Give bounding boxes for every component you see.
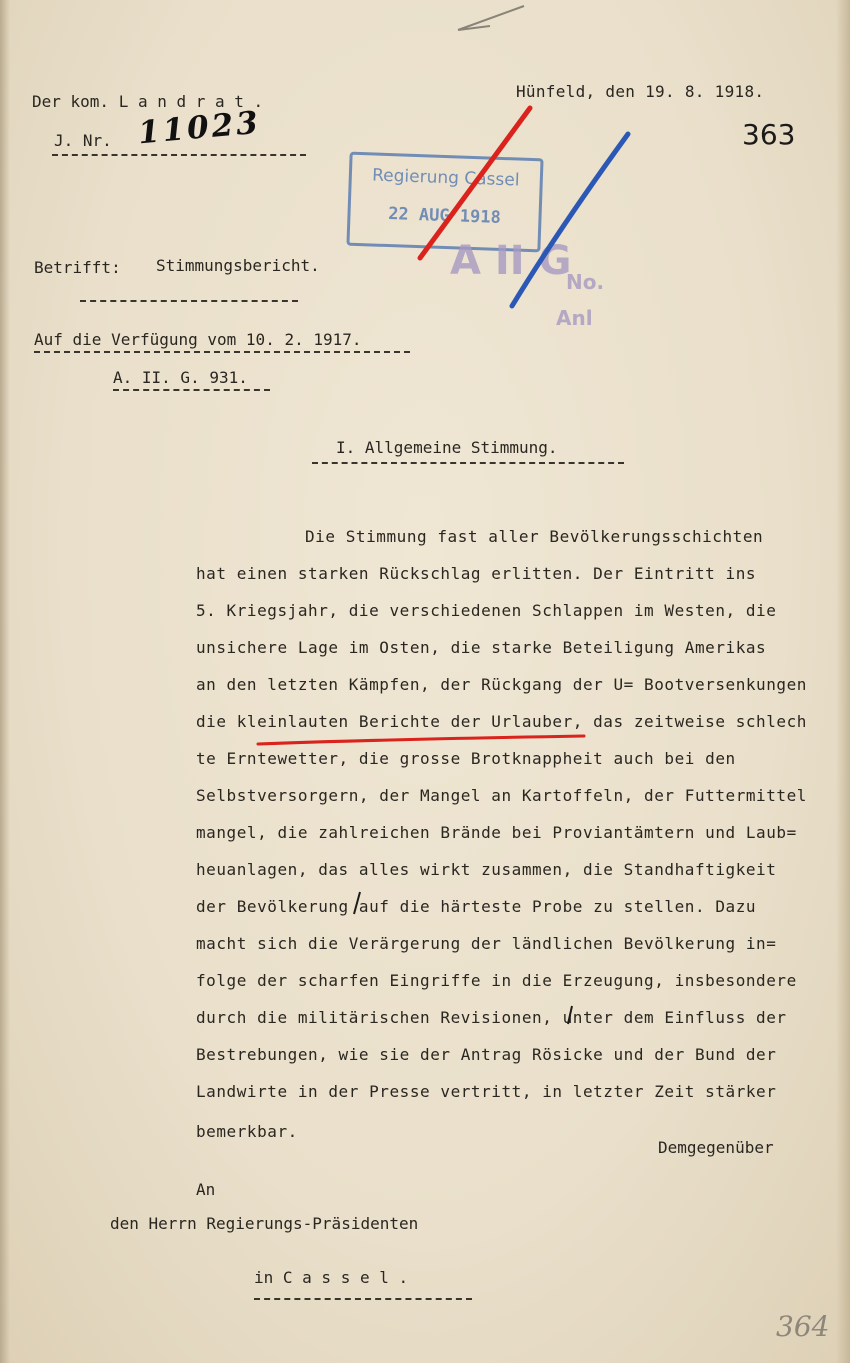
blue-pencil-stroke: [512, 134, 628, 306]
body-line: der Bevölkerung auf die härteste Probe zu stellen. Dazu: [196, 897, 757, 916]
reference-line-2: A. II. G. 931.: [113, 368, 248, 387]
body-line: te Erntewetter, die grosse Brotknappheit auch bei den: [196, 749, 736, 768]
body-line: folge der scharfen Eingriffe in die Erzeugung, insbesondere: [196, 971, 797, 990]
body-line: an den letzten Kämpfen, der Rückgang der U= Bootversenkungen: [196, 675, 807, 694]
reference-line-1: Auf die Verfügung vom 10. 2. 1917.: [34, 330, 362, 349]
body-line: durch die militärischen Revisionen, unter dem Einfluss der: [196, 1008, 787, 1027]
sender-line: Der kom. L a n d r a t .: [32, 92, 264, 111]
body-line: hat einen starken Rückschlag erlitten. Der Eintritt ins: [196, 564, 757, 583]
red-underline: [258, 736, 584, 744]
body-line: Bestrebungen, wie sie der Antrag Rösicke und der Bund der: [196, 1045, 777, 1064]
stamp-authority: Regierung Cassel: [371, 165, 520, 191]
body-line: heuanlagen, das alles wirkt zusammen, die Standhaftigkeit: [196, 860, 777, 879]
section-title: I. Allgemeine Stimmung.: [336, 438, 558, 457]
body-line: mangel, die zahlreichen Brände bei Proviantämtern und Laub=: [196, 823, 797, 842]
page-number: 363: [742, 118, 796, 151]
stamp-no-label: No.: [566, 270, 605, 294]
body-line: Landwirte in der Presse vertritt, in letzter Zeit stärker: [196, 1082, 777, 1101]
address-to: An: [196, 1180, 216, 1199]
body-line: die kleinlauten Berichte der Urlauber, das zeitweise schlech: [196, 712, 807, 731]
body-line: Selbstversorgern, der Mangel an Kartoffeln, der Futtermittel: [196, 786, 807, 805]
dept-stamp: A II G: [450, 238, 572, 284]
body-line: 5. Kriegsjahr, die verschiedenen Schlappen im Westen, die: [196, 601, 777, 620]
ink-correction: [568, 1006, 572, 1024]
jnr-number: 11023: [136, 104, 263, 152]
body-line: Die Stimmung fast aller Bevölkerungsschichten: [305, 527, 764, 546]
address-city: in C a s s e l .: [254, 1268, 409, 1287]
body-line: macht sich die Verärgerung der ländlichen Bevölkerung in=: [196, 934, 777, 953]
pencil-check-mark: [458, 6, 524, 30]
jnr-label: J. Nr.: [54, 131, 112, 150]
pencil-page-number: 364: [776, 1310, 830, 1343]
ink-correction: [354, 892, 360, 914]
catchword: Demgegenüber: [658, 1138, 774, 1157]
subject-label: Betrifft:: [34, 258, 121, 277]
body-line: unsichere Lage im Osten, die starke Beteiligung Amerikas: [196, 638, 767, 657]
address-recipient: den Herrn Regierungs-Präsidenten: [110, 1214, 419, 1233]
stamp-no-value: Anl: [556, 306, 593, 330]
red-pencil-stroke: [420, 108, 530, 258]
subject-text: Stimmungsbericht.: [156, 256, 320, 275]
place-date: Hünfeld, den 19. 8. 1918.: [516, 82, 765, 101]
stamp-date: 22 AUG 1918: [387, 204, 502, 228]
body-line: bemerkbar.: [196, 1122, 298, 1141]
